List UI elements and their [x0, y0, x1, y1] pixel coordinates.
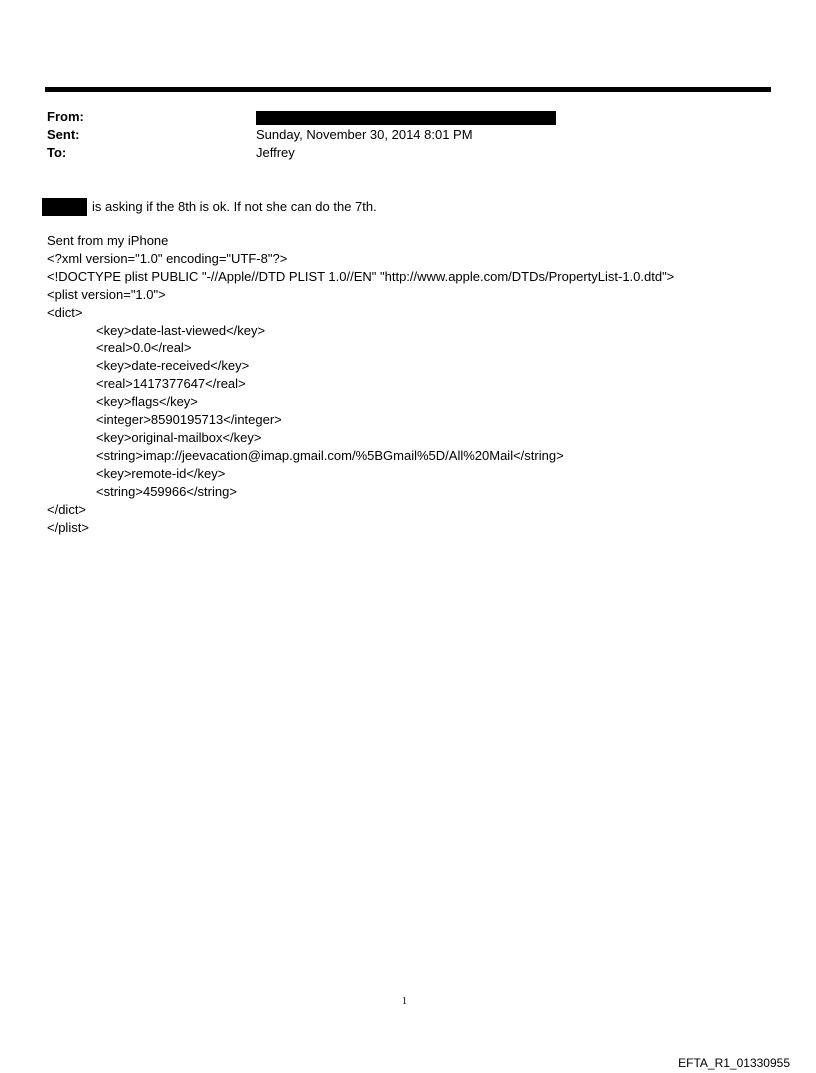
- plist-entry-line: <key>flags</key>: [96, 394, 198, 410]
- plist-close-line: </plist>: [47, 519, 89, 535]
- signature-line: Sent from my iPhone: [47, 233, 169, 248]
- to-row: [47, 144, 767, 162]
- from-row: [47, 108, 767, 126]
- sent-row: [47, 126, 767, 144]
- message-line: [47, 197, 787, 217]
- email-header: [47, 108, 767, 162]
- xml-declaration-line: <?xml version="1.0" encoding="UTF-8"?>: [47, 250, 288, 266]
- plist-entry-line: <real>0.0</real>: [96, 340, 192, 356]
- spacer: [47, 217, 787, 232]
- dict-close-line: </dict>: [47, 501, 87, 517]
- doctype-line: <!DOCTYPE plist PUBLIC "-//Apple//DTD PLIST 1.0//EN" "http://www.apple.com/DTDs/PropertyList-1.0.dtd">: [47, 268, 675, 284]
- bates-number: EFTA_R1_01330955: [678, 1056, 790, 1070]
- plist-entry-line: <key>date-received</key>: [96, 358, 250, 374]
- plist-entry-line: <key>original-mailbox</key>: [96, 429, 262, 445]
- page-number: 1: [402, 996, 407, 1007]
- sent-value: Sunday, November 30, 2014 8:01 PM: [256, 127, 473, 142]
- plist-entry-line: <string>459966</string>: [96, 483, 237, 499]
- to-label: To:: [47, 145, 67, 160]
- plist-open-line: <plist version="1.0">: [47, 286, 166, 302]
- plist-entry-line: <integer>8590195713</integer>: [96, 412, 282, 428]
- plist-entry-line: <real>1417377647</real>: [96, 376, 246, 392]
- header-rule: [45, 87, 771, 92]
- from-label: From:: [47, 109, 84, 124]
- email-body: [47, 197, 787, 536]
- redaction-bar: [42, 198, 87, 216]
- plist-entry-line: <key>date-last-viewed</key>: [96, 322, 266, 338]
- sent-label: Sent:: [47, 127, 80, 142]
- message-text: is asking if the 8th is ok. If not she can do the 7th.: [92, 199, 377, 214]
- dict-open-line: <dict>: [47, 304, 83, 320]
- plist-entry-line: <key>remote-id</key>: [96, 465, 226, 481]
- plist-entry-line: <string>imap://jeevacation@imap.gmail.com/%5BGmail%5D/All%20Mail</string>: [96, 447, 564, 463]
- to-value: Jeffrey: [256, 145, 295, 160]
- redaction-bar: [256, 111, 556, 125]
